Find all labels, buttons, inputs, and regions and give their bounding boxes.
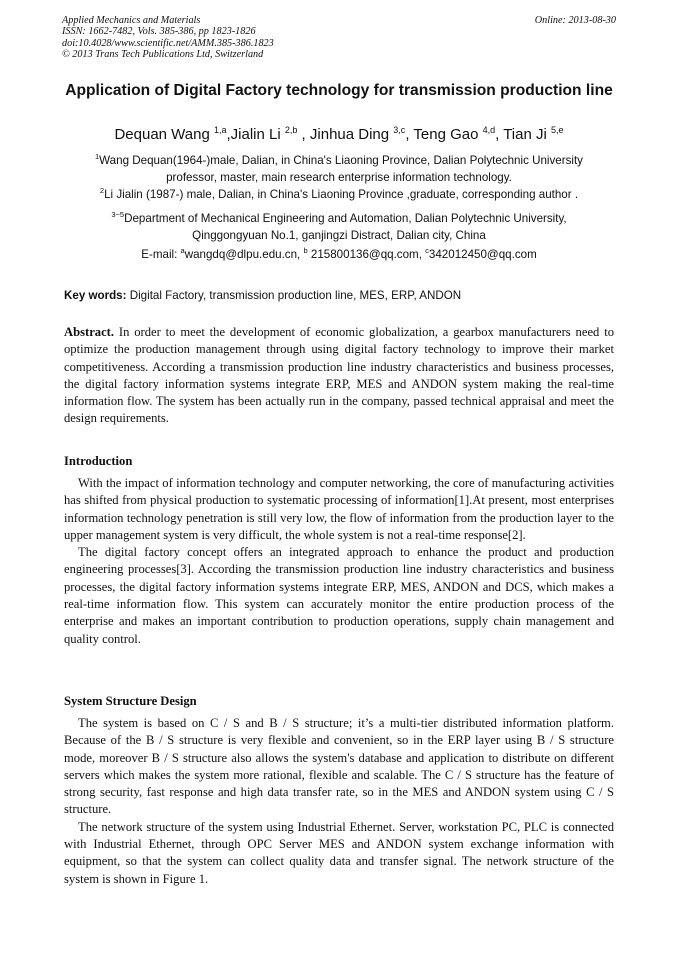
keywords	[64, 288, 614, 304]
system-structure-body	[64, 715, 614, 888]
paragraph: The digital factory concept offers an integrated approach to enhance the product and production engineering processes[3]. According the transmission production line industry characteristics and business processes, the digital factory information systems integrate ERP, MES, ANDON and DCS, which makes a real-time information flow. This system can accurately monitor the entire production process of the enterprise and makes an important contribution to production operations, supply chain management and quality control.	[64, 545, 614, 646]
abstract-text: In order to meet the development of economic globalization, a gearbox manufacturers need to optimize the production management through using digital factory technology to improve their market competitiveness. According a transmission production line industry characteristics and business processes, the digital factory information systems integrate ERP, MES and ANDON system making the real-time information flow. The system has been actually run in the company, passed technical appraisal and meet the design requirements.	[64, 325, 614, 426]
keywords-text: Digital Factory, transmission production line, MES, ERP, ANDON	[126, 289, 462, 302]
email-link[interactable]: wangdq@dlpu.edu.cn,	[184, 248, 304, 261]
doi-line: doi:10.4028/www.scientific.net/AMM.385-386.1823	[62, 37, 274, 49]
paragraph: The system is based on C / S and B / S structure; it’s a multi-tier distributed information platform. Because of the B / S structure is very flexible and convenient, so in the ERP layer using B / S structure mode, moreover B / S structure also allows the system's database and application to distribute on different servers which makes the system more rational, flexible and scalable. The C / S structure has the feature of strong security, fast response and high data transfer rate, so in the MES and ANDON system using C / S structure.	[64, 716, 614, 817]
author-name: Dequan Wang	[114, 126, 210, 143]
email-link[interactable]: 215800136@qq.com,	[307, 248, 426, 261]
author-sup: 5,e	[551, 125, 564, 135]
copyright-line: © 2013 Trans Tech Publications Ltd, Switzerland	[62, 49, 264, 61]
system-structure-heading: System Structure Design	[64, 694, 197, 708]
affiliation-2: $^2$Li Jialin (1987-) male, Dalian, in China's Liaoning Province ,graduate, corresponding author .	[99, 186, 579, 201]
email-link[interactable]: 342012450@qq.com	[428, 248, 537, 261]
email-line: E-mail: $^a$wangdq@dlpu.edu.cn, $^b$ 215800136@qq.com, $^c$342012450@qq.com	[141, 246, 537, 261]
paragraph: The network structure of the system using Industrial Ethernet. Server, workstation PC, PLC is connected with Industrial Ethernet, through OPC Server MES and ANDON system exchange information with equipment, so that the system can collect quality data and transfer signal. The network structure of the system is shown in Figure 1.	[64, 819, 614, 886]
author-sup: 2,b	[284, 125, 298, 135]
journal-name: Applied Mechanics and Materials	[62, 15, 201, 26]
introduction-body	[64, 475, 614, 648]
author-sup: 3,c	[393, 125, 406, 135]
issn-line: ISSN: 1662-7482, Vols. 385-386, pp 1823-1826	[62, 26, 256, 38]
abstract-label: Abstract.	[64, 325, 115, 339]
author-name: Jinhua Ding	[305, 126, 390, 143]
paragraph: With the impact of information technology and computer networking, the core of manufacturing activities has shifted from physical production to systematic processing of information[1].At present, most enterprises information technology penetration is still very low, the flow of information from the production layer to the upper management system is very difficult, the whole system is not a real-time response[2].	[64, 476, 614, 542]
introduction-heading: Introduction	[64, 454, 133, 468]
affiliation-3: $^{3\sim 5}$Department of Mechanical Engineering and Automation, Dalian Polytechnic University, Qinggongyuan No.1, ganjingzi Distract, Dalian city, China	[111, 210, 567, 242]
online-date: Online: 2013-08-30	[534, 15, 616, 26]
journal-header	[62, 15, 274, 61]
abstract	[64, 324, 614, 428]
paper-title: Application of Digital Factory technology for transmission production line	[65, 82, 613, 99]
author-sup: 4,d	[482, 125, 496, 135]
author-sup: 1,a	[213, 125, 227, 135]
author-name: Tian Ji	[499, 126, 547, 143]
keywords-label: Key words:	[64, 289, 127, 302]
author-list: Dequan Wang $^{1,a}$,Jialin Li $^{2,b}$ , Jinhua Ding $^{3,c}$, Teng Gao $^{4,d}$, Tian Ji $^{5,e}$	[114, 125, 564, 143]
affiliation-1: $^1$Wang Dequan(1964-)male, Dalian, in China's Liaoning Province, Dalian Polytechnic University professor, master, main research enterprise information technology.	[95, 152, 583, 184]
author-name: Jialin Li	[230, 126, 281, 143]
author-name: Teng Gao	[409, 126, 479, 143]
